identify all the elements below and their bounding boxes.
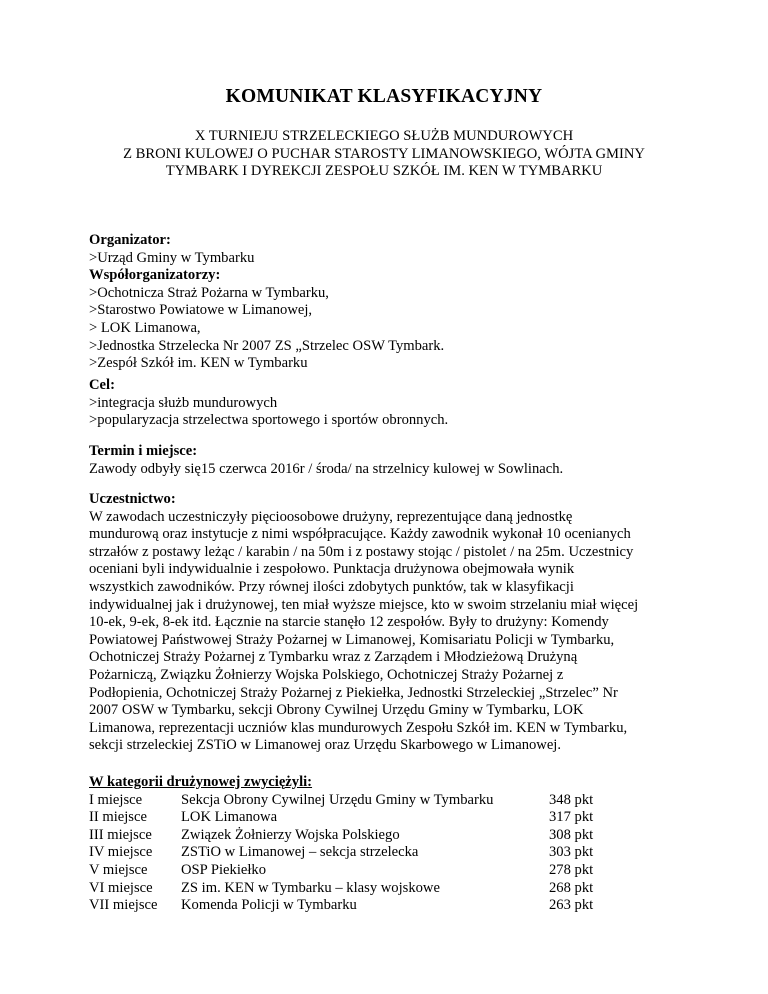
result-place: VII miejsce bbox=[89, 897, 158, 914]
result-place: III miejsce bbox=[89, 826, 152, 843]
goal-heading: Cel: bbox=[89, 377, 115, 393]
participation-line: indywidualnej jak i drużynowej, ten miał wyższe miejsce, kto w swoim strzelaniu miał więcej bbox=[89, 596, 639, 613]
result-points: 317 pkt bbox=[549, 809, 594, 826]
participation-line: Ochotniczej Straży Pożarnej z Tymbarku wraz z Zarządem i Młodzieżową Drużyną bbox=[89, 649, 578, 666]
result-place: VI miejsce bbox=[89, 879, 153, 896]
participation-line: strzałów z postawy leżąc / karabin / na 50m i z postawy stojąc / pistolet / na 25m. Uczestnicy bbox=[89, 543, 634, 560]
results-row bbox=[89, 862, 699, 880]
organizers-section bbox=[89, 232, 699, 373]
coorganizers-heading: Współorganizatorzy: bbox=[89, 267, 221, 284]
participation-line: 10-ek, 9-ek, 8-ek itd. Łącznie na starcie stanęło 12 zespołów. Były to drużyny: Komendy bbox=[89, 614, 609, 631]
result-points: 303 pkt bbox=[549, 844, 594, 861]
results-section bbox=[89, 774, 699, 915]
participation-line: oceniani byli indywidualnie i zespołowo. Punktacja drużynowa obejmowała wynik bbox=[89, 561, 575, 578]
result-team: Związek Żołnierzy Wojska Polskiego bbox=[181, 826, 400, 843]
participation-line: W zawodach uczestniczyły pięcioosobowe drużyny, reprezentujące daną jednostkę bbox=[89, 508, 573, 525]
result-place: II miejsce bbox=[89, 809, 147, 826]
participation-line: 2007 OSW w Tymbarku, sekcji Obrony Cywilnej Urzędu Gminy w Tymbarku, LOK bbox=[89, 702, 584, 719]
results-row bbox=[89, 844, 699, 862]
results-row bbox=[89, 897, 699, 915]
participation-line: Pożarniczą, Związku Żołnierzy Wojska Polskiego, Ochotniczej Straży Pożarnej z bbox=[89, 666, 564, 683]
result-team: ZS im. KEN w Tymbarku – klasy wojskowe bbox=[181, 879, 440, 896]
results-heading: W kategorii drużynowej zwyciężyli: bbox=[89, 774, 313, 790]
coorganizer-item: >Ochotnicza Straż Pożarna w Tymbarku, bbox=[89, 284, 329, 301]
participation-line: Limanowa, reprezentacji uczniów klas mundurowych Zespołu Szkół im. KEN w Tymbarku, bbox=[89, 719, 628, 736]
result-points: 348 pkt bbox=[549, 791, 594, 808]
goal-item: >integracja służb mundurowych bbox=[89, 394, 278, 411]
organizer-heading: Organizator: bbox=[89, 232, 171, 248]
participation-line: sekcji strzeleckiej ZSTiO w Limanowej oraz Urzędu Skarbowego w Limanowej. bbox=[89, 737, 562, 754]
result-place: V miejsce bbox=[89, 861, 148, 878]
coorganizer-item: > LOK Limanowa, bbox=[89, 319, 201, 336]
participation-heading: Uczestnictwo: bbox=[89, 491, 176, 507]
result-points: 308 pkt bbox=[549, 826, 594, 843]
results-row bbox=[89, 809, 699, 827]
coorganizer-item: >Zespół Szkół im. KEN w Tymbarku bbox=[89, 355, 308, 372]
results-row bbox=[89, 880, 699, 898]
participation-section bbox=[89, 491, 699, 755]
result-points: 268 pkt bbox=[549, 879, 594, 896]
result-team: Sekcja Obrony Cywilnej Urzędu Gminy w Tymbarku bbox=[181, 791, 494, 808]
date-text: Zawody odbyły się15 czerwca 2016r / środa/ na strzelnicy kulowej w Sowlinach. bbox=[89, 460, 564, 477]
participation-line: mundurową oraz instytucje z nimi współpracujące. Każdy zawodnik wykonał 10 ocenianych bbox=[89, 526, 631, 543]
result-team: Komenda Policji w Tymbarku bbox=[181, 897, 357, 914]
result-place: IV miejsce bbox=[89, 844, 153, 861]
subtitle-line: TYMBARK I DYREKCJI ZESPOŁU SZKÓŁ IM. KEN W TYMBARKU bbox=[165, 163, 603, 180]
participation-line: Podłopienia, Ochotniczej Straży Pożarnej z Piekiełka, Jednostki Strzeleckiej „Strzelec” Nr bbox=[89, 684, 618, 701]
goal-item: >popularyzacja strzelectwa sportowego i sportów obronnych. bbox=[89, 412, 449, 429]
result-team: LOK Limanowa bbox=[181, 809, 278, 826]
result-place: I miejsce bbox=[89, 791, 143, 808]
date-heading: Termin i miejsce: bbox=[89, 443, 198, 459]
coorganizer-item: >Starostwo Powiatowe w Limanowej, bbox=[89, 302, 313, 319]
result-team: ZSTiO w Limanowej – sekcja strzelecka bbox=[181, 844, 419, 861]
result-team: OSP Piekiełko bbox=[181, 861, 267, 878]
document-title: KOMUNIKAT KLASYFIKACYJNY bbox=[225, 86, 543, 107]
participation-line: wszystkich zawodników. Przy równej ilości zdobytych punktów, tak w klasyfikacji bbox=[89, 578, 574, 595]
result-points: 278 pkt bbox=[549, 861, 594, 878]
document-subtitle bbox=[0, 128, 768, 181]
subtitle-line: Z BRONI KULOWEJ O PUCHAR STAROSTY LIMANOWSKIEGO, WÓJTA GMINY bbox=[123, 145, 645, 162]
results-row bbox=[89, 792, 699, 810]
organizer-item: >Urząd Gminy w Tymbarku bbox=[89, 249, 255, 266]
result-points: 263 pkt bbox=[549, 897, 594, 914]
participation-line: Powiatowej Państwowej Straży Pożarnej w Limanowej, Komisariatu Policji w Tymbarku, bbox=[89, 631, 615, 648]
date-section bbox=[89, 443, 699, 478]
goal-section bbox=[89, 377, 699, 430]
coorganizer-item: >Jednostka Strzelecka Nr 2007 ZS „Strzelec OSW Tymbark. bbox=[89, 337, 445, 354]
results-row bbox=[89, 827, 699, 845]
subtitle-line: X TURNIEJU STRZELECKIEGO SŁUŻB MUNDUROWYCH bbox=[194, 128, 574, 144]
